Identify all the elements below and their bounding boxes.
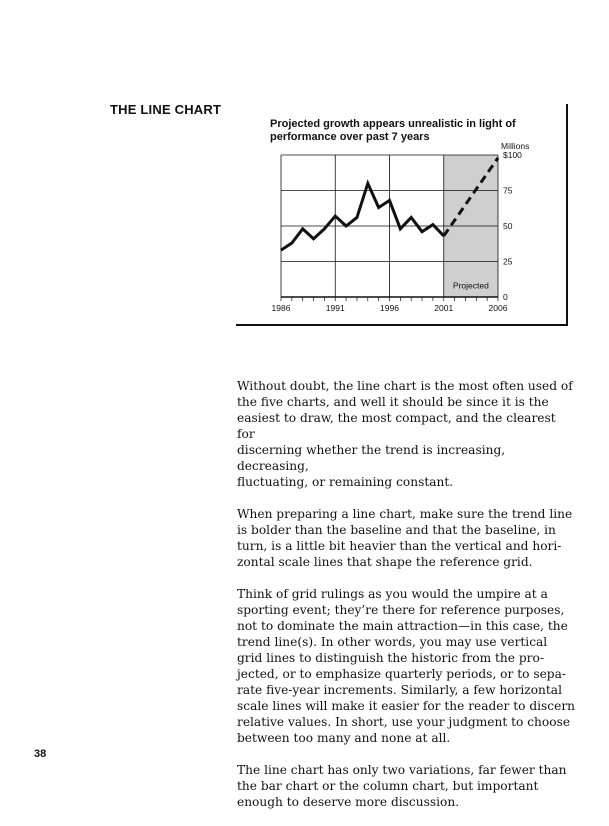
- paragraph: [237, 506, 577, 570]
- chart-plot: [236, 104, 566, 324]
- paragraph-line: relative values. In short, use your judgment to choose: [237, 715, 570, 729]
- paragraph-line: rate five-year increments. Similarly, a few horizontal: [237, 683, 562, 697]
- paragraph: [237, 586, 577, 746]
- paragraph-line: fluctuating, or remaining constant.: [237, 475, 453, 489]
- y-tick-label: 0: [503, 292, 508, 302]
- paragraph-line: easiest to draw, the most compact, and the clearest for: [237, 411, 556, 441]
- paragraph-line: the bar chart or the column chart, but important: [237, 779, 538, 793]
- body-text: [237, 378, 577, 826]
- paragraph: [237, 762, 577, 810]
- x-tick-label: 2006: [489, 303, 508, 313]
- projected-label: Projected: [453, 280, 489, 290]
- paragraph-line: The line chart has only two variations, far fewer than: [237, 763, 567, 777]
- series-line-actual: [281, 183, 444, 250]
- y-tick-label: $100: [503, 150, 522, 160]
- paragraph-line: is bolder than the baseline and that the baseline, in: [237, 523, 556, 537]
- x-tick-label: 1996: [380, 303, 399, 313]
- paragraph-line: jected, or to emphasize quarterly periods, or to sepa-: [237, 667, 566, 681]
- y-tick-label: 75: [503, 186, 513, 196]
- page-number: 38: [34, 748, 46, 760]
- x-tick-label: 2001: [434, 303, 453, 313]
- paragraph-line: the five charts, and well it should be since it is the: [237, 395, 549, 409]
- paragraph-line: enough to deserve more discussion.: [237, 795, 459, 809]
- line-chart: [236, 104, 568, 326]
- y-tick-label: 50: [503, 221, 513, 231]
- paragraph-line: scale lines will make it easier for the reader to discern: [237, 699, 575, 713]
- y-axis-label: Millions: [501, 141, 529, 151]
- paragraph-line: Without doubt, the line chart is the most often used of: [237, 379, 573, 393]
- paragraph-line: Think of grid rulings as you would the umpire at a: [237, 587, 548, 601]
- paragraph-line: When preparing a line chart, make sure the trend line: [237, 507, 572, 521]
- paragraph: [237, 378, 577, 490]
- paragraph-line: turn, is a little bit heavier than the vertical and hori-: [237, 539, 561, 553]
- paragraph-line: not to dominate the main attraction—in this case, the: [237, 619, 568, 633]
- paragraph-line: zontal scale lines that shape the reference grid.: [237, 555, 533, 569]
- x-tick-label: 1986: [272, 303, 291, 313]
- chart-title: Projected growth appears unrealistic in light of performance over past 7 years: [270, 118, 560, 144]
- paragraph-line: between too many and none at all.: [237, 731, 450, 745]
- paragraph-line: sporting event; they’re there for reference purposes,: [237, 603, 564, 617]
- x-tick-label: 1991: [326, 303, 345, 313]
- section-title: THE LINE CHART: [110, 102, 221, 117]
- paragraph-line: trend line(s). In other words, you may use vertical: [237, 635, 547, 649]
- y-tick-label: 25: [503, 257, 513, 267]
- paragraph-line: grid lines to distinguish the historic from the pro-: [237, 651, 544, 665]
- paragraph-line: discerning whether the trend is increasing, decreasing,: [237, 443, 505, 473]
